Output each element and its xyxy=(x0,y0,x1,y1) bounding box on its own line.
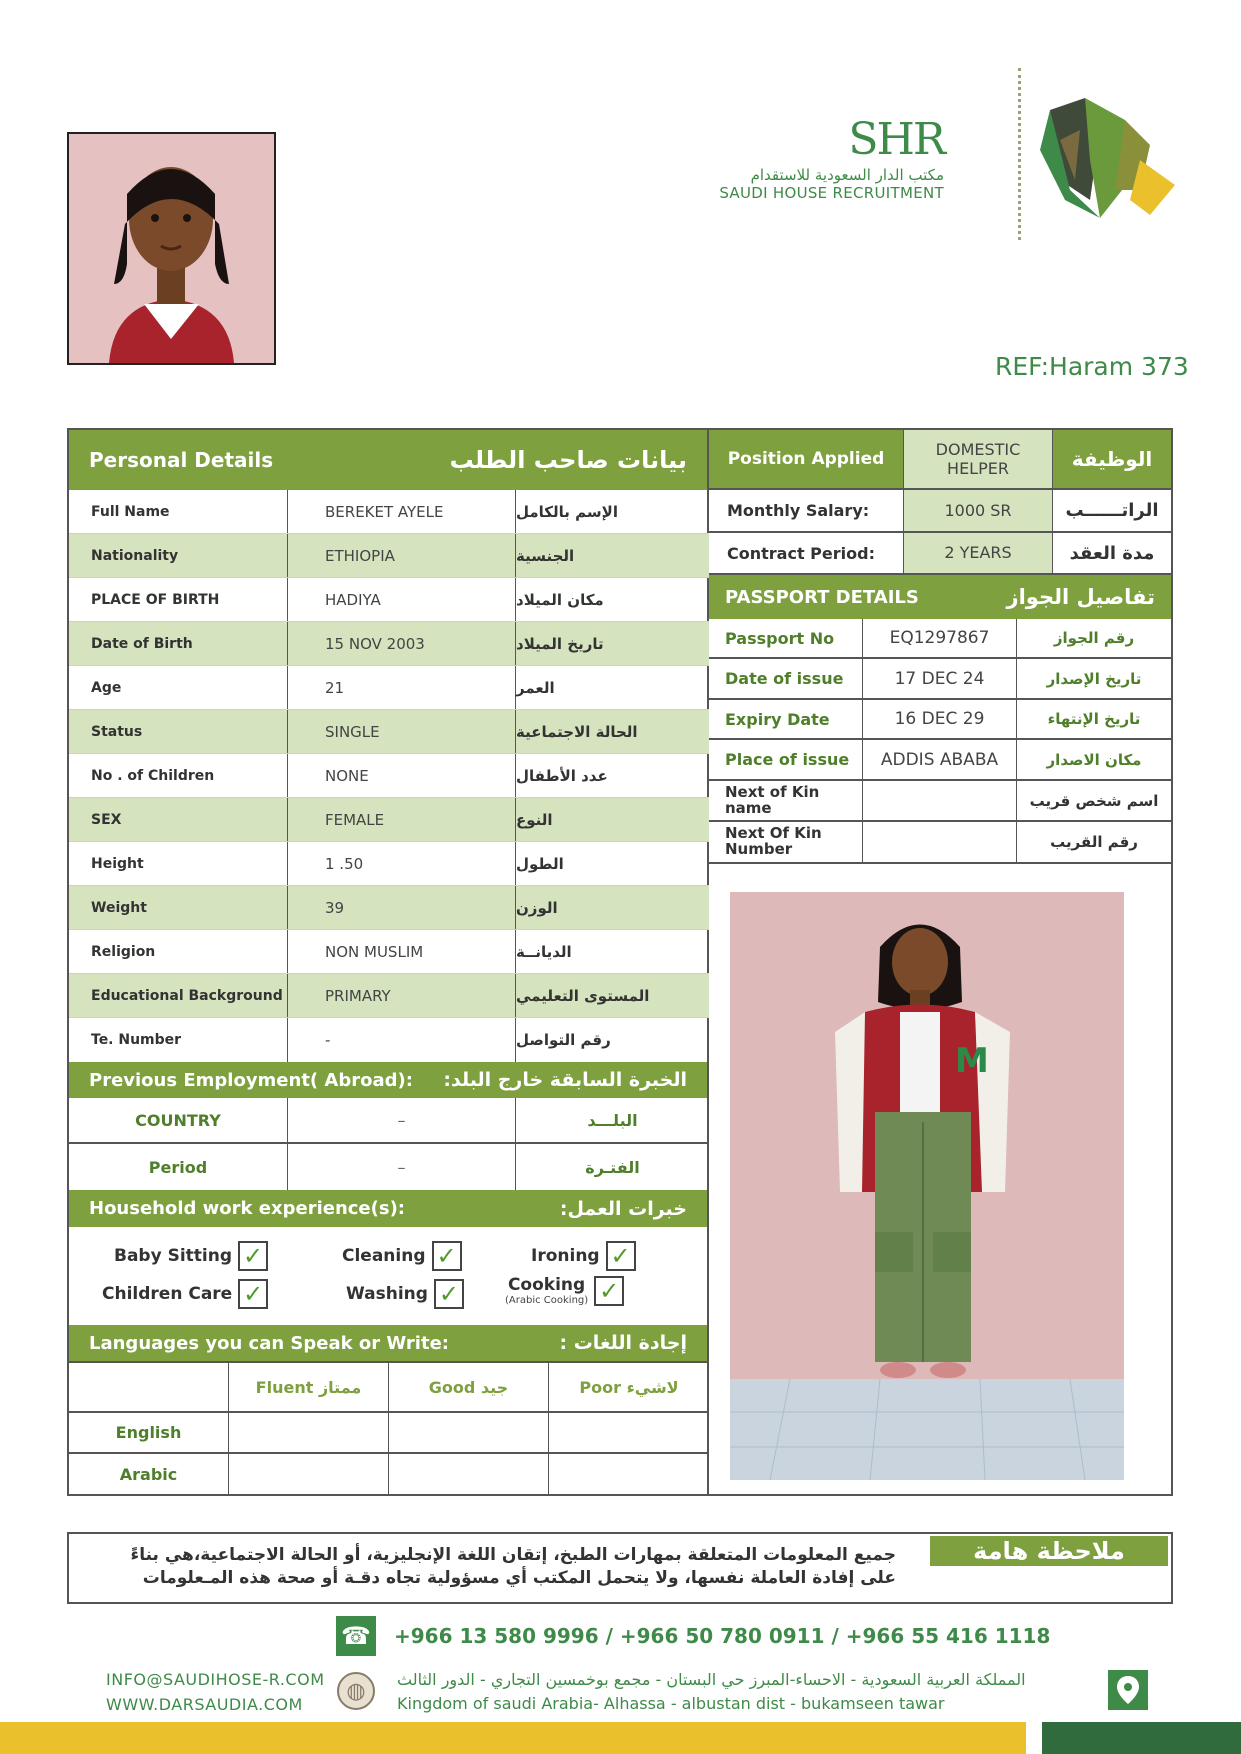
row-label-ar: الطول xyxy=(516,854,564,873)
row-label: Period xyxy=(69,1144,288,1190)
row-label: Te. Number xyxy=(69,1018,288,1062)
salary-row xyxy=(709,490,1171,533)
household-header xyxy=(69,1190,707,1227)
personal-details-header xyxy=(69,430,707,490)
contract-row xyxy=(709,533,1171,575)
position-column xyxy=(709,430,1171,1494)
row-label: Passport No xyxy=(709,619,863,657)
row-value: - xyxy=(288,1018,516,1062)
checkbox-checked[interactable]: ✓ xyxy=(434,1279,464,1309)
skill-ironing xyxy=(531,1241,636,1271)
language-row-arabic xyxy=(69,1454,709,1495)
email-link[interactable]: INFO@SAUDIHOSE-R.COM xyxy=(106,1670,325,1689)
row-value: 16 DEC 29 xyxy=(863,700,1017,738)
skill-children-care xyxy=(102,1279,268,1309)
skill-label: Ironing xyxy=(531,1246,600,1266)
level-cell[interactable] xyxy=(549,1454,709,1495)
personal-column xyxy=(69,430,709,1494)
row-label: COUNTRY xyxy=(69,1098,288,1142)
row-label: Place of issue xyxy=(709,740,863,779)
row-value: 21 xyxy=(288,666,516,709)
personal-row xyxy=(69,622,709,666)
row-value: HADIYA xyxy=(288,578,516,621)
kin-name-value[interactable] xyxy=(863,781,1017,820)
row-value: PRIMARY xyxy=(288,974,516,1017)
footer-phones xyxy=(336,1616,1050,1656)
empty-cell xyxy=(69,1363,229,1411)
language-row-english xyxy=(69,1413,709,1454)
website-link[interactable]: WWW.DARSAUDIA.COM xyxy=(106,1694,303,1714)
row-label-ar: مكان الميلاد xyxy=(516,590,604,609)
personal-row xyxy=(69,578,709,622)
personal-row xyxy=(69,1018,709,1062)
globe-icon: ◍ xyxy=(337,1672,375,1710)
note-line: جميع المعلومات المتعلقة بمهارات الطبخ، إتقان اللغة الإنجليزية، أو الحالة الاجتماعية،هي بناءً xyxy=(130,1545,896,1565)
row-label: Age xyxy=(69,666,288,709)
row-label-ar: النوع xyxy=(516,810,553,829)
phone-numbers[interactable]: +966 13 580 9996 / +966 50 780 0911 / +966 55 416 1118 xyxy=(394,1624,1051,1648)
languages-header xyxy=(69,1325,707,1361)
languages-header-row xyxy=(69,1361,709,1413)
position-label: Position Applied xyxy=(727,449,885,469)
col-good: Good جيد xyxy=(389,1363,549,1411)
level-cell[interactable] xyxy=(389,1413,549,1452)
household-title-en: Household work experience(s): xyxy=(89,1198,406,1219)
row-value: NONE xyxy=(288,754,516,797)
employment-title-en: Previous Employment( Abroad): xyxy=(89,1069,413,1091)
skill-label: Cleaning xyxy=(342,1246,426,1266)
row-label: Weight xyxy=(69,886,288,929)
row-value: ADDIS ABABA xyxy=(863,740,1017,779)
employment-header xyxy=(69,1062,707,1098)
row-label-ar: عدد الأطفال xyxy=(516,766,608,785)
note-title: ملاحظة هامة xyxy=(930,1536,1168,1566)
row-value: ETHIOPIA xyxy=(288,534,516,577)
employment-title-ar: الخبرة السابقة خارج البلد: xyxy=(443,1069,687,1091)
logo-mark: SHR xyxy=(848,114,944,165)
personal-row xyxy=(69,930,709,974)
row-label: Date of issue xyxy=(709,659,863,698)
level-cell[interactable] xyxy=(229,1413,389,1452)
row-label-ar: الإسم بالكامل xyxy=(516,502,618,521)
row-value: 17 DEC 24 xyxy=(863,659,1017,698)
note-line: على إفادة العاملة نفسها، ولا يتحمل المكتب أي مسؤولية تجاه دقـة أو صحة هذه المـعلومات xyxy=(142,1567,896,1588)
household-title-ar: خبرات العمل: xyxy=(559,1197,687,1220)
checkbox-checked[interactable]: ✓ xyxy=(238,1279,268,1309)
language-name: English xyxy=(69,1413,229,1452)
location-pin-icon xyxy=(1108,1670,1148,1710)
passport-row xyxy=(709,700,1171,740)
row-label: Expiry Date xyxy=(709,700,863,738)
skill-label: Children Care xyxy=(102,1284,233,1304)
row-label-ar: تاريخ الإصدار xyxy=(1046,669,1142,688)
col-fluent: Fluent ممتاز xyxy=(229,1363,389,1411)
row-label: Height xyxy=(69,842,288,885)
row-value: – xyxy=(288,1144,516,1190)
footer-contact xyxy=(106,1668,325,1718)
note-text xyxy=(76,1544,896,1590)
position-row xyxy=(709,430,1171,490)
portrait-photo xyxy=(67,132,276,365)
phone-icon: ☎ xyxy=(336,1616,376,1656)
passport-header xyxy=(709,575,1171,619)
checkbox-checked[interactable]: ✓ xyxy=(606,1241,636,1271)
row-label: SEX xyxy=(69,798,288,841)
checkbox-checked[interactable]: ✓ xyxy=(432,1241,462,1271)
personal-row xyxy=(69,754,709,798)
checkbox-checked[interactable]: ✓ xyxy=(594,1276,624,1306)
contract-value: 2 YEARS xyxy=(903,533,1053,573)
skill-baby-sitting xyxy=(114,1241,268,1271)
kin-number-label-ar: رقم القريب xyxy=(1050,833,1138,851)
passport-row xyxy=(709,659,1171,700)
personal-row xyxy=(69,534,709,578)
address-english: Kingdom of saudi Arabia- Alhassa - albustan dist - bukamseen tawar xyxy=(397,1694,945,1713)
position-value: DOMESTIC HELPER xyxy=(903,430,1053,488)
languages-title-en: Languages you can Speak or Write: xyxy=(89,1332,449,1354)
row-label: Nationality xyxy=(69,534,288,577)
row-label: PLACE OF BIRTH xyxy=(69,578,288,621)
row-value: 1 .50 xyxy=(288,842,516,885)
contract-label-ar: مدة العقد xyxy=(1069,542,1155,564)
row-value: EQ1297867 xyxy=(863,619,1017,657)
personal-row xyxy=(69,666,709,710)
row-label: Full Name xyxy=(69,490,288,533)
kin-name-label-ar: اسم شخص قريب xyxy=(1029,791,1159,810)
employment-row xyxy=(69,1144,709,1190)
skill-label: Washing xyxy=(346,1284,428,1304)
row-label: Religion xyxy=(69,930,288,973)
personal-row xyxy=(69,710,709,754)
svg-text:M: M xyxy=(955,1041,989,1081)
row-label: Date of Birth xyxy=(69,622,288,665)
address-arabic: المملكة العربية السعودية - الاحساء-المبرز حي البستان - مجمع بوخمسين التجاري - الدور الثالث xyxy=(397,1670,1026,1689)
kin-number-label: Next Of Kin Number xyxy=(709,822,863,862)
row-label: Status xyxy=(69,710,288,753)
row-label-ar: الديانــة xyxy=(516,942,572,961)
level-cell[interactable] xyxy=(229,1454,389,1495)
skill-cooking xyxy=(505,1275,624,1306)
logo-divider xyxy=(1018,68,1021,240)
row-value: FEMALE xyxy=(288,798,516,841)
kin-number-row xyxy=(709,822,1171,864)
row-value: 39 xyxy=(288,886,516,929)
pin-shape xyxy=(1117,1676,1139,1704)
row-label-ar: البلـــد xyxy=(587,1110,638,1130)
skill-sublabel: (Arabic Cooking) xyxy=(505,1295,589,1306)
col-poor: Poor لاشيء xyxy=(579,1377,679,1397)
salary-label-ar: الراتــــــب xyxy=(1065,500,1159,521)
salary-label: Monthly Salary: xyxy=(727,501,870,520)
passport-title-en: PASSPORT DETAILS xyxy=(725,586,919,608)
personal-row xyxy=(69,842,709,886)
row-value: – xyxy=(288,1098,516,1142)
skill-washing xyxy=(346,1279,464,1309)
row-value: NON MUSLIM xyxy=(288,930,516,973)
salary-value: 1000 SR xyxy=(903,490,1053,531)
row-value: BEREKET AYELE xyxy=(288,490,516,533)
personal-title-en: Personal Details xyxy=(89,448,274,472)
row-label-ar: تاريخ الميلاد xyxy=(516,634,604,653)
row-label-ar: العمر xyxy=(516,678,555,697)
row-label-ar: الجنسية xyxy=(516,546,575,565)
row-label: No . of Children xyxy=(69,754,288,797)
row-label-ar: الوزن xyxy=(516,898,558,917)
cv-form xyxy=(67,428,1173,1496)
personal-row xyxy=(69,974,709,1018)
level-cell[interactable] xyxy=(549,1413,709,1452)
level-cell[interactable] xyxy=(389,1454,549,1495)
logo-arabic-name: مكتب الدار السعودية للاستقدام xyxy=(750,166,944,184)
kin-name-label: Next of Kin name xyxy=(709,781,863,820)
saudi-map-icon xyxy=(1030,90,1180,230)
household-skills xyxy=(69,1229,709,1325)
row-label-ar: الفتـرة xyxy=(585,1157,640,1177)
row-label-ar: مكان الاصدار xyxy=(1046,750,1142,769)
important-note xyxy=(67,1532,1173,1604)
full-body-photo xyxy=(730,892,1124,1480)
footer-bar-yellow xyxy=(0,1722,1026,1754)
position-label-ar: الوظيفة xyxy=(1071,447,1153,471)
skill-cleaning xyxy=(342,1241,462,1271)
row-label: Educational Background xyxy=(69,974,288,1017)
row-label-ar: رقم الجواز xyxy=(1053,629,1135,647)
checkbox-checked[interactable]: ✓ xyxy=(238,1241,268,1271)
languages-title-ar: إجادة اللغات : xyxy=(559,1332,687,1354)
contract-label: Contract Period: xyxy=(727,543,875,563)
passport-title-ar: تفاصيل الجواز xyxy=(1006,585,1155,609)
skill-label: Cooking xyxy=(507,1275,586,1295)
reference-number: REF:Haram 373 xyxy=(995,352,1189,381)
personal-title-ar: بيانات صاحب الطلب xyxy=(449,446,687,474)
languages-table xyxy=(69,1363,709,1495)
employment-row xyxy=(69,1098,709,1144)
logo-english-name: SAUDI HOUSE RECRUITMENT xyxy=(719,184,944,202)
kin-name-row xyxy=(709,781,1171,822)
row-label-ar: المستوى التعليمي xyxy=(516,986,650,1005)
company-logo xyxy=(719,60,1180,240)
kin-number-value[interactable] xyxy=(863,822,1017,862)
full-body-illustration xyxy=(730,892,1124,1480)
portrait-illustration xyxy=(69,134,274,363)
personal-row xyxy=(69,886,709,930)
footer-address xyxy=(397,1668,1026,1716)
passport-row xyxy=(709,740,1171,781)
row-label-ar: الحالة الاجتماعية xyxy=(516,722,638,741)
passport-row xyxy=(709,619,1171,659)
footer-bar-green xyxy=(1042,1722,1241,1754)
language-name: Arabic xyxy=(69,1454,229,1495)
personal-row xyxy=(69,798,709,842)
skill-label: Baby Sitting xyxy=(114,1246,233,1266)
row-label-ar: رقم التواصل xyxy=(516,1031,611,1049)
row-value: 15 NOV 2003 xyxy=(288,622,516,665)
row-value: SINGLE xyxy=(288,710,516,753)
row-label-ar: تاريخ الإنتهاء xyxy=(1047,710,1141,728)
personal-row xyxy=(69,490,709,534)
